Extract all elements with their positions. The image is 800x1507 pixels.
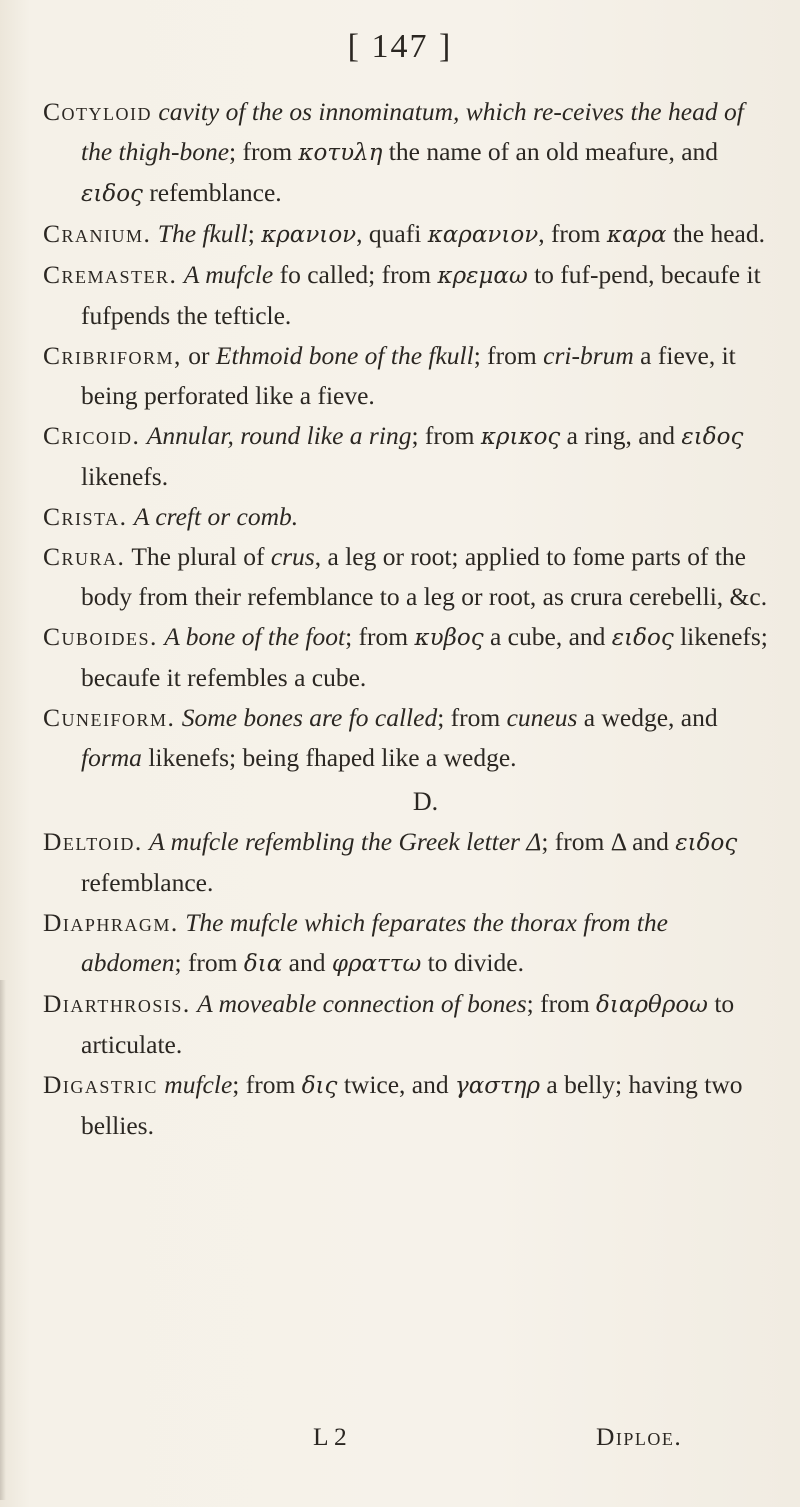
- entry-text: the name of an old meafure, and: [382, 137, 719, 166]
- entry-term: Cotyloid: [43, 97, 152, 126]
- glossary-entry: [43, 903, 768, 984]
- greek-etymon: ειδος: [81, 181, 143, 207]
- glossary-entries: [43, 92, 768, 1146]
- entry-text: twice, and: [337, 1070, 455, 1099]
- entry-term: Crura.: [43, 542, 126, 571]
- entry-text: refemblance.: [81, 868, 214, 897]
- entry-text: fo called; from: [273, 260, 438, 289]
- entry-definition: cavity of the os innominatum, which re‐ceives the head of the thigh-bone: [81, 97, 744, 166]
- entry-text: and: [282, 948, 332, 977]
- entry-text: The plural of: [125, 542, 271, 571]
- greek-etymon: διαρθροω: [596, 992, 708, 1018]
- entry-text: a ring, and: [560, 421, 682, 450]
- greek-etymon: κρανιον: [261, 222, 357, 248]
- entry-text: likenefs.: [81, 462, 169, 491]
- entry-text: , a leg or root; applied to fome parts of the body from their refemblance to a leg or root, as crura cerebelli, &c.: [81, 542, 768, 611]
- entry-text: to articulate.: [81, 989, 735, 1059]
- glossary-entry: [43, 255, 768, 336]
- greek-etymon: δις: [301, 1073, 338, 1099]
- entry-definition: Ethmoid bone of the fkull: [215, 341, 474, 370]
- glossary-entry: [43, 617, 768, 698]
- greek-etymon: γαστηρ: [454, 1073, 540, 1099]
- glossary-entry: [43, 698, 768, 778]
- greek-etymon: κοτυλη: [298, 140, 383, 166]
- entry-text: ; from Δ and: [541, 827, 676, 856]
- entry-text: ; from: [345, 622, 415, 651]
- entry-text: ; from: [437, 703, 507, 732]
- entry-definition: A moveable connection of bones: [197, 989, 527, 1018]
- glossary-entry: [43, 336, 768, 416]
- entry-term: Diaphragm.: [43, 908, 179, 937]
- glossary-entry: [43, 214, 768, 255]
- glossary-entry: [43, 822, 768, 903]
- entry-text: ; from: [232, 1070, 302, 1099]
- entry-text: ; from: [473, 341, 544, 370]
- entry-text: ;: [247, 219, 262, 248]
- entry-text: or: [181, 341, 216, 370]
- greek-etymon: καρανιον: [427, 222, 539, 248]
- entry-definition: A bone of the foot: [164, 622, 346, 651]
- entry-definition: The mufcle which feparates the thorax from the abdomen: [81, 908, 668, 977]
- entry-definition: Some bones are fo called: [181, 703, 438, 732]
- glossary-entry: [43, 537, 768, 617]
- latin-word: cuneus: [506, 703, 578, 732]
- greek-etymon: κυβος: [414, 625, 484, 651]
- greek-etymon: δια: [243, 951, 283, 977]
- glossary-entry: [43, 92, 768, 214]
- entry-definition: A mufcle: [183, 260, 274, 289]
- entry-term: Cribriform,: [43, 341, 182, 370]
- entry-text: refemblance.: [142, 178, 282, 207]
- greek-etymon: κρεμαω: [437, 263, 528, 289]
- greek-etymon: ειδος: [681, 424, 744, 450]
- greek-etymon: κρικος: [480, 424, 561, 450]
- greek-etymon: καρα: [606, 222, 667, 248]
- section-letter-heading: D.: [412, 787, 439, 816]
- entry-term: Diarthrosis.: [43, 989, 191, 1018]
- entry-text: , from: [538, 219, 607, 248]
- signature-mark: L 2: [313, 1422, 347, 1451]
- entry-text: ; from: [229, 137, 299, 166]
- entry-text: likenefs; being fhaped like a wedge.: [141, 743, 517, 772]
- entry-term: Cremaster.: [43, 260, 178, 289]
- catchword: Diploe.: [596, 1422, 683, 1451]
- entry-definition: The fkull: [157, 219, 248, 248]
- entry-term: Cuneiform.: [43, 703, 176, 732]
- entry-definition: mufcle: [164, 1070, 233, 1099]
- greek-etymon: φραττω: [331, 951, 422, 977]
- running-head-page-number: [ 147 ]: [347, 28, 453, 65]
- glossary-entry: [43, 1065, 768, 1146]
- entry-text: ; from: [174, 948, 244, 977]
- entry-text: likenefs; becaufe it refembles a cube.: [81, 622, 768, 692]
- entry-text: the head.: [666, 219, 765, 248]
- entry-term: Deltoid.: [43, 827, 143, 856]
- entry-term: Digastric: [43, 1070, 158, 1099]
- entry-text: ; from: [526, 989, 597, 1018]
- greek-etymon: ειδος: [611, 625, 674, 651]
- latin-word: cri‐brum: [543, 341, 634, 370]
- page-edge-shadow: [0, 980, 6, 1500]
- entry-text: a wedge, and: [577, 703, 718, 732]
- glossary-entry: [43, 984, 768, 1065]
- glossary-entry: [43, 497, 768, 537]
- entry-term: Cricoid.: [43, 421, 141, 450]
- entry-text: a fieve, it being perforated like a fieve.: [81, 341, 736, 410]
- entry-definition: Annular, round like a ring: [146, 421, 412, 450]
- latin-word: crus: [270, 542, 315, 571]
- entry-term: Crista.: [43, 502, 128, 531]
- entry-text: a belly; having two bellies.: [81, 1070, 743, 1140]
- entry-text: ; from: [411, 421, 481, 450]
- entry-text: to fuf‐pend, becaufe it fufpends the tefticle.: [81, 260, 761, 330]
- greek-etymon: ειδος: [675, 830, 738, 856]
- entry-text: , quafi: [356, 219, 428, 248]
- entry-term: Cuboides.: [43, 622, 158, 651]
- entry-text: a cube, and: [483, 622, 612, 651]
- entry-term: Cranium.: [43, 219, 152, 248]
- entry-definition: A creft or comb.: [133, 502, 299, 531]
- entry-definition: A mufcle refembling the Greek letter Δ: [149, 827, 542, 856]
- glossary-entry: [43, 416, 768, 497]
- latin-word: forma: [81, 743, 142, 772]
- entry-text: to divide.: [421, 948, 524, 977]
